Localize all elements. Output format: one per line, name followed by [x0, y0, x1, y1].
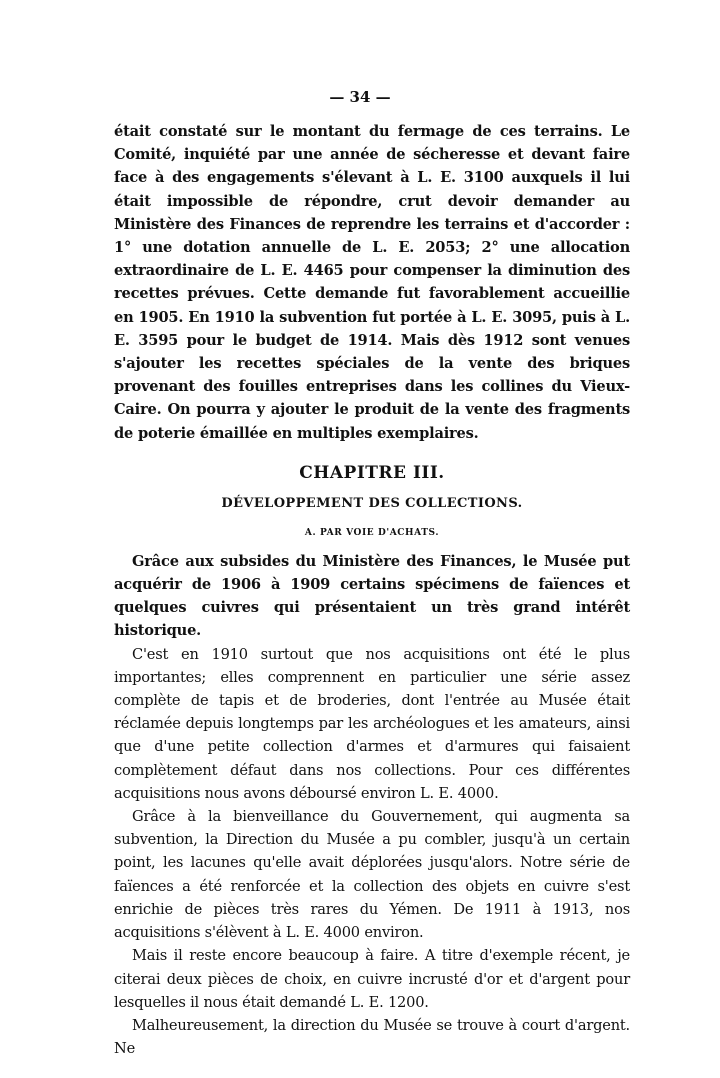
page-body — [114, 120, 630, 1060]
paragraph-example: Mais il reste encore beaucoup à faire. A titre d'exemple récent, je citerai deux pièces de choix, en cuivre incrusté d'or et d'argent pour lesquelles il nous était demandé L. E. 1200. — [114, 947, 630, 1011]
paragraph-government: Grâce à la bienveillance du Gouvernement, qui augmenta sa subvention, la Direction du Musée a pu combler, jusqu'à un certain point, les lacunes qu'elle avait déplorées jusqu'alors. Notre série de faïences a été renforcée et la collection des objets en cuivre s'est enrichie de pièces très rares du Yémen. De 1911 à 1913, nos acquisitions s'élèvent à L. E. 4000 environ. — [114, 808, 630, 942]
paragraph-unfortunately: Malheureusement, la direction du Musée se trouve à court d'argent. Ne — [114, 1016, 630, 1058]
page-number: — 34 — — [329, 88, 391, 106]
section-heading: A. PAR VOIE D'ACHATS. — [304, 527, 440, 538]
paragraph-acquisitions-1910: C'est en 1910 surtout que nos acquisitions ont été le plus importantes; elles comprennent en particulier une série assez complète de tapis et de broderies, dont l'entrée au Musée était réclamée depuis longtemps par les archéologues et les amateurs, ainsi que d'une petite collection d'armes et d'armures qui faisaient complètement défaut dans nos collections. Pour ces différentes acquisitions nous avons déboursé environ L. E. 4000. — [114, 645, 630, 802]
paragraph-continuation: était constaté sur le montant du fermage de ces terrains. Le Comité, inquiété par une année de sécheresse et devant faire face à des engagements s'élevant à L. E. 3100 auxquels il lui était impossible de répondre, crut devoir demander au Ministère des Finances de reprendre les terrains et d'accorder : 1° une dotation annuelle de L. E. 2053; 2° une allocation extraordinaire de L. E. 4465 pour compenser la diminution des recettes prévues. Cette demande fut favorablement accueillie en 1905. En 1910 la subvention fut portée à L. E. 3095, puis à L. E. 3595 pour le budget de 1914. Mais dès 1912 sont venues s'ajouter les recettes spéciales de la vente des briques provenant des fouilles entreprises dans les collines du Vieux-Caire. On pourra y ajouter le produit de la vente des fragments de poterie émaillée en multiples exemplaires. — [114, 123, 630, 442]
chapter-title: CHAPITRE III. — [299, 462, 445, 483]
chapter-subtitle: DÉVELOPPEMENT DES COLLECTIONS. — [221, 495, 523, 511]
paragraph-subsidies: Grâce aux subsides du Ministère des Finances, le Musée put acquérir de 1906 à 1909 certains spécimens de faïences et quelques cuivres qui présentaient un très grand intérêt historique. — [114, 552, 630, 640]
